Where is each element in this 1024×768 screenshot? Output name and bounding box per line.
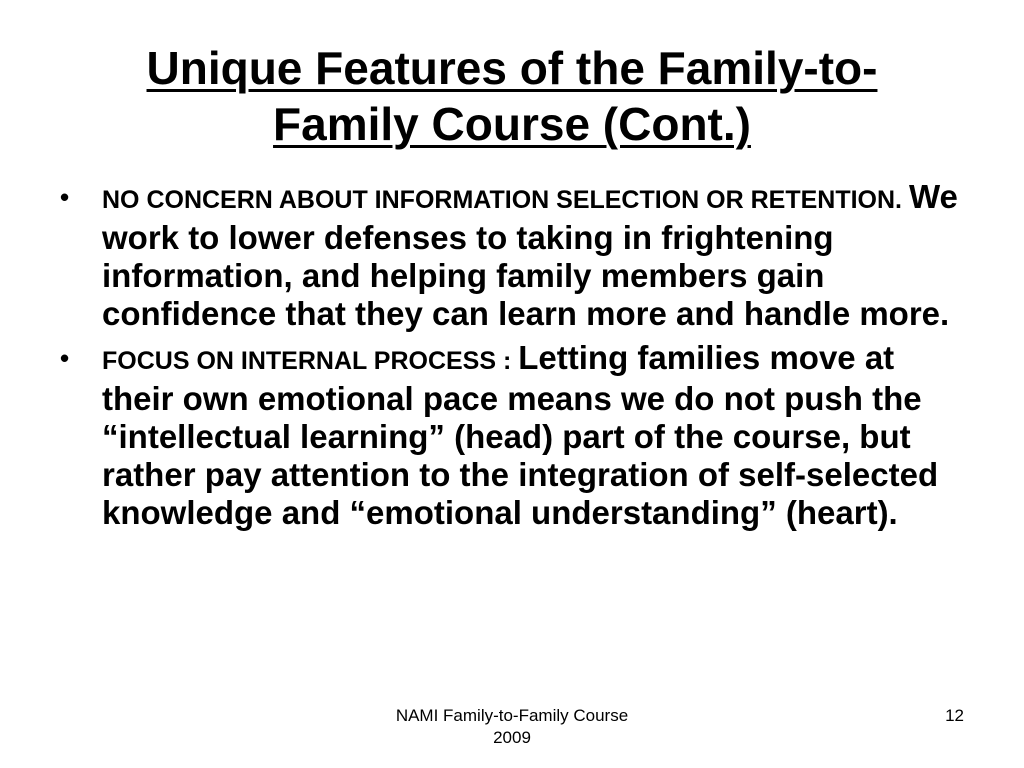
footer-year: 2009 [493,728,531,747]
slide-title [40,40,984,152]
slide-title-line-1: Unique Features of the Family-to- [146,42,878,94]
bullet-item-internal-process [60,339,970,532]
footer-course-name: NAMI Family-to-Family Course [395,706,629,725]
bullet-list [60,178,970,538]
bullet-marker: • [60,182,70,212]
slide-title-line-2: Family Course (Cont.) [273,98,751,150]
slide-footer [362,705,662,749]
bullet-body-text: We work to lower defenses to taking in frightening information, and helping family members gain confidence that they can learn more and handle more. [102,178,958,332]
bullet-item-information-selection [60,178,970,333]
bullet-lead-text: NO CONCERN ABOUT INFORMATION SELECTION OR RETENTION. [102,186,909,214]
bullet-body-text: Letting families move at their own emotional pace means we do not push the “intellectual learning” (head) part of the course, but rather pay attention to the integration of self-selected knowledge and “emotional understanding” (heart). [102,339,939,531]
slide-page-number: 12 [945,706,964,725]
bullet-lead-text: FOCUS ON INTERNAL PROCESS : [102,347,519,375]
bullet-marker: • [60,343,70,373]
